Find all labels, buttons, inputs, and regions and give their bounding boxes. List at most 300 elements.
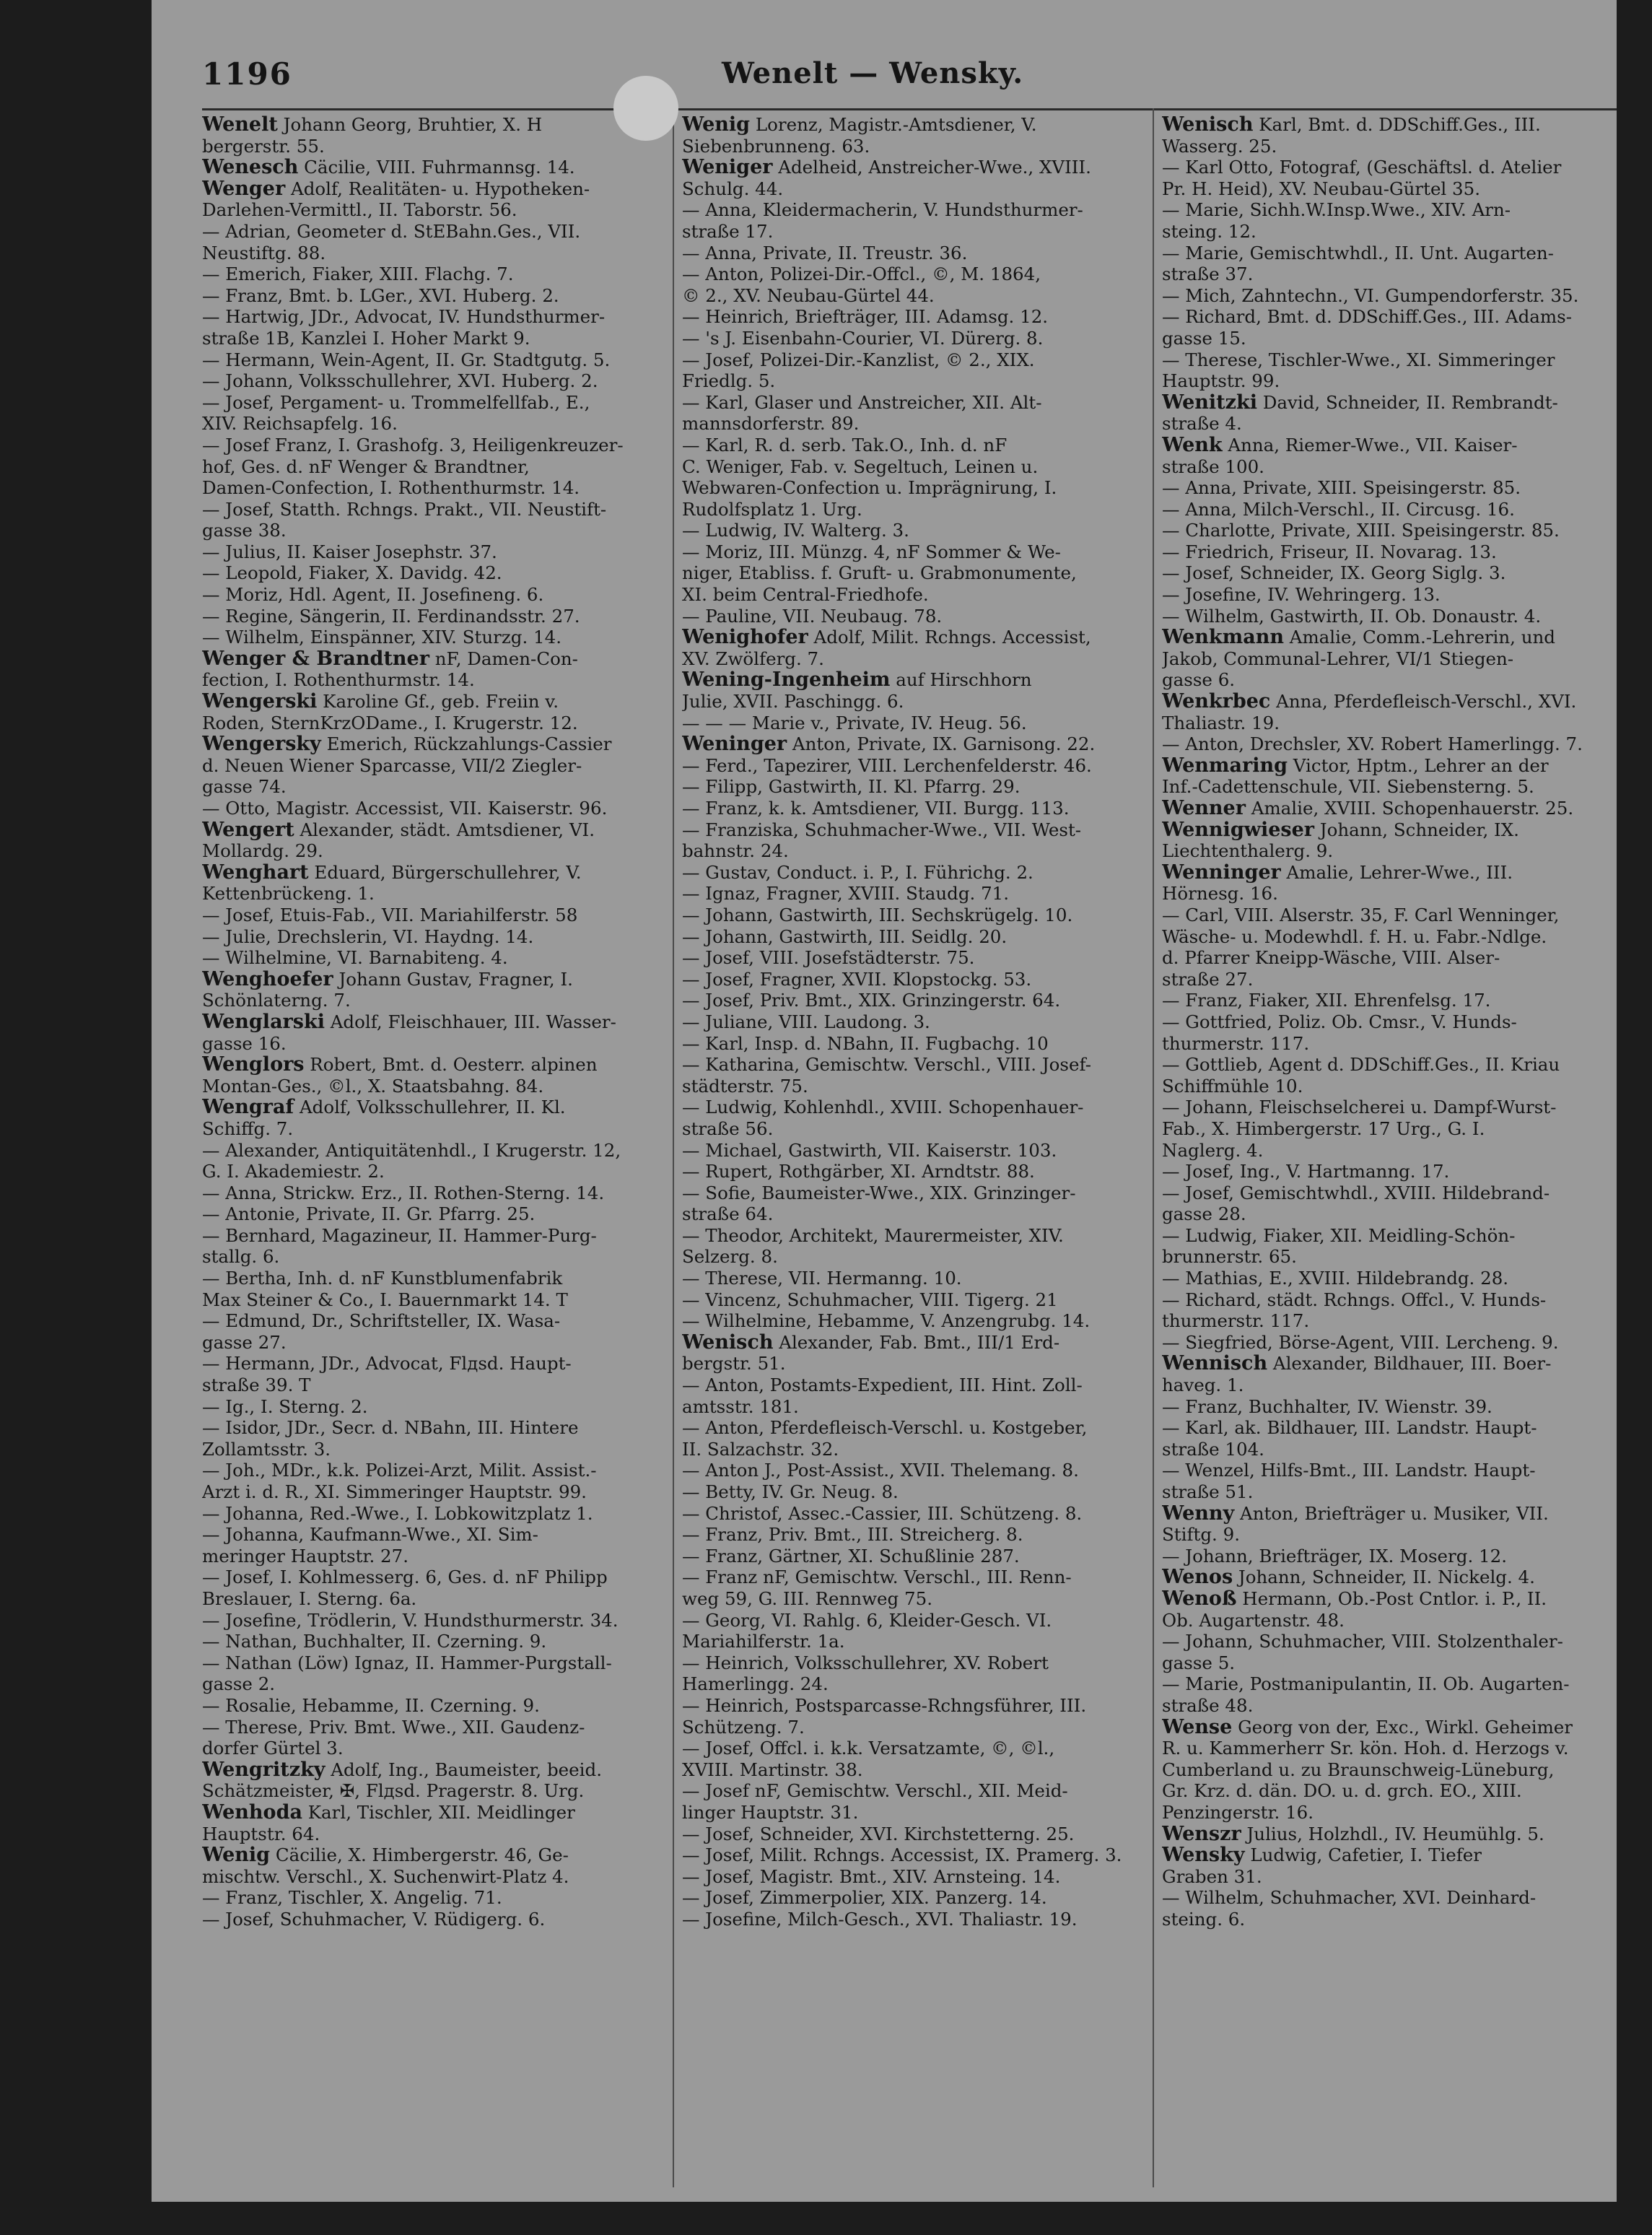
- entry-text: thurmerstr. 117.: [1162, 1032, 1310, 1054]
- directory-entry-line: [1162, 520, 1615, 541]
- entry-text: mannsdorferstr. 89.: [682, 413, 860, 435]
- directory-entry-line: [202, 562, 655, 584]
- entry-text: fection, I. Rothenthurmstr. 14.: [202, 669, 475, 691]
- directory-entry-line: [202, 243, 655, 264]
- entry-text: — Richard, Bmt. d. DDSchiff.Ges., III. Adams-: [1162, 306, 1572, 328]
- directory-entry-line: [682, 1246, 1135, 1268]
- entry-text: Rudolfsplatz 1. Urg.: [682, 498, 862, 520]
- entry-text: Anton, Briefträger u. Musiker, VII.: [1234, 1502, 1549, 1524]
- directory-entry-line: [1162, 1439, 1615, 1460]
- directory-entry-line: [1162, 1417, 1615, 1439]
- directory-entry-line: [202, 520, 655, 541]
- entry-text: — Anton, Polizei-Dir.-Offcl., ©, M. 1864,: [682, 263, 1041, 285]
- directory-entry-line: [682, 862, 1135, 884]
- entry-text: Schiffmühle 10.: [1162, 1075, 1303, 1097]
- entry-text: — Pauline, VII. Neubaug. 78.: [682, 605, 943, 627]
- directory-entry-line: [1162, 1182, 1615, 1204]
- entry-text: Johann, Schneider, IX.: [1314, 819, 1519, 840]
- directory-entry-line: [1162, 1481, 1615, 1503]
- entry-text: straße 39. T: [202, 1374, 311, 1396]
- entry-text: — Karl, R. d. serb. Tak.O., Inh. d. nF: [682, 434, 1008, 456]
- directory-entry-line: [682, 1289, 1135, 1311]
- entry-text: Schulg. 44.: [682, 178, 784, 199]
- directory-entry-line: [1162, 584, 1615, 606]
- surname-heading: Wenmaring: [1162, 754, 1288, 777]
- entry-text: — Josef, Priv. Bmt., XIX. Grinzingerstr. 64.: [682, 990, 1061, 1011]
- directory-entry-line: [682, 776, 1135, 798]
- entry-text: II. Salzachstr. 32.: [682, 1438, 839, 1460]
- directory-entry-line: [1162, 1866, 1615, 1888]
- directory-entry-line: [1162, 1673, 1615, 1695]
- directory-entry-line: [682, 1054, 1135, 1076]
- directory-entry-head: [202, 969, 655, 990]
- directory-entry-line: [682, 1738, 1135, 1759]
- directory-entry-line: [202, 669, 655, 691]
- entry-text: — Anna, Strickw. Erz., II. Rothen-Sterng. 14.: [202, 1182, 605, 1203]
- entry-text: Adolf, Fleischhauer, III. Wasser-: [324, 1011, 616, 1032]
- directory-entry-line: [1162, 1140, 1615, 1162]
- entry-text: — Ig., I. Sterng. 2.: [202, 1395, 368, 1417]
- surname-heading: Wenszr: [1162, 1823, 1241, 1845]
- directory-entry-line: [202, 1610, 655, 1631]
- entry-text: — Joh., MDr., k.k. Polizei-Arzt, Milit. Assist.-: [202, 1460, 597, 1481]
- directory-entry-line: [202, 1887, 655, 1909]
- directory-entry-line: [682, 413, 1135, 435]
- directory-entry-line: [682, 755, 1135, 777]
- directory-entry-line: [682, 1844, 1135, 1866]
- directory-entry-line: [1162, 1738, 1615, 1759]
- directory-entry-line: [682, 1161, 1135, 1182]
- entry-text: Julie, XVII. Paschingg. 6.: [682, 691, 904, 713]
- entry-text: weg 59, G. III. Rennweg 75.: [682, 1587, 932, 1609]
- directory-entry-line: [202, 1824, 655, 1845]
- directory-entry-line: [202, 1780, 655, 1802]
- directory-entry-line: [202, 221, 655, 243]
- directory-entry-line: [1162, 1524, 1615, 1546]
- directory-entry-line: [202, 1588, 655, 1610]
- directory-entry-line: [682, 1759, 1135, 1781]
- entry-text: haveg. 1.: [1162, 1374, 1244, 1396]
- entry-text: XI. beim Central-Friedhofe.: [682, 584, 929, 606]
- surname-heading: Wenglors: [202, 1054, 305, 1076]
- entry-text: Julius, Holzhdl., IV. Heumühlg. 5.: [1241, 1823, 1544, 1844]
- entry-text: Wasserg. 25.: [1162, 135, 1277, 157]
- entry-text: — Ludwig, IV. Walterg. 3.: [682, 520, 909, 541]
- entry-text: — Bernhard, Magazineur, II. Hammer-Purg-: [202, 1224, 597, 1246]
- entry-text: — Karl Otto, Fotograf, (Geschäftsl. d. Atelier: [1162, 157, 1562, 178]
- directory-entry-line: [682, 1268, 1135, 1289]
- directory-entry-line: [682, 1631, 1135, 1652]
- directory-entry-line: [682, 969, 1135, 990]
- directory-entry-head: [1162, 627, 1615, 648]
- directory-entry-line: [1162, 349, 1615, 371]
- directory-entry-line: [682, 1652, 1135, 1674]
- directory-entry-line: [682, 370, 1135, 392]
- entry-text: — Mich, Zahntechn., VI. Gumpendorferstr. 35.: [1162, 284, 1579, 306]
- entry-text: Alexander, Fab. Bmt., III/1 Erd-: [773, 1331, 1060, 1353]
- directory-entry-head: [682, 627, 1135, 648]
- entry-text: Siebenbrunneng. 63.: [682, 135, 870, 157]
- entry-text: steing. 12.: [1162, 220, 1257, 242]
- directory-entry-head: [682, 1332, 1135, 1354]
- directory-entry-line: [1162, 1076, 1615, 1097]
- directory-entry-line: [682, 1673, 1135, 1695]
- entry-text: — Ludwig, Kohlenhdl., XVIII. Schopenhauer-: [682, 1097, 1084, 1118]
- entry-text: Inf.-Cadettenschule, VII. Siebensterng. 5.: [1162, 776, 1534, 798]
- directory-entry-line: [1162, 1246, 1615, 1268]
- directory-entry-line: [682, 1524, 1135, 1546]
- directory-entry-line: [1162, 157, 1615, 178]
- directory-entry-line: [202, 584, 655, 606]
- entry-text: nF, Damen-Con-: [429, 648, 578, 669]
- directory-entry-line: [682, 990, 1135, 1011]
- entry-text: — Betty, IV. Gr. Neug. 8.: [682, 1481, 899, 1502]
- entry-text: mischtw. Verschl., X. Suchenwirt-Platz 4.: [202, 1865, 569, 1887]
- directory-entry-line: [202, 1652, 655, 1674]
- directory-entry-line: [202, 755, 655, 777]
- directory-entry-line: [202, 1225, 655, 1247]
- entry-text: gasse 6.: [1162, 669, 1236, 691]
- directory-entry-line: [1162, 1909, 1615, 1930]
- entry-text: — Josef nF, Gemischtw. Verschl., XII. Meid-: [682, 1780, 1068, 1802]
- directory-entry-line: [202, 1481, 655, 1503]
- directory-entry-line: [1162, 178, 1615, 200]
- entry-text: Amalie, Lehrer-Wwe., III.: [1280, 861, 1513, 883]
- entry-text: — Anna, Milch-Verschl., II. Circusg. 16.: [1162, 498, 1515, 520]
- surname-heading: Wengritzky: [202, 1759, 325, 1781]
- entry-text: — Charlotte, Private, XIII. Speisingerstr. 85.: [1162, 520, 1560, 541]
- entry-text: Pr. H. Heid), XV. Neubau-Gürtel 35.: [1162, 178, 1481, 199]
- directory-entry-line: [1162, 1161, 1615, 1182]
- entry-text: — Antonie, Private, II. Gr. Pfarrg. 25.: [202, 1203, 536, 1225]
- entry-text: straße 1B, Kanzlei I. Hoher Markt 9.: [202, 327, 530, 349]
- entry-text: — Franz, Bmt. b. LGer., XVI. Huberg. 2.: [202, 284, 559, 306]
- directory-page: [152, 0, 1617, 2202]
- entry-text: Robert, Bmt. d. Oesterr. alpinen: [304, 1054, 598, 1076]
- entry-text: — Heinrich, Postsparcasse-Rchngsführer, III.: [682, 1694, 1087, 1716]
- entry-text: Ludwig, Cafetier, I. Tiefer: [1244, 1844, 1482, 1866]
- entry-text: — Julius, II. Kaiser Josephstr. 37.: [202, 541, 497, 562]
- entry-text: C. Weniger, Fab. v. Segeltuch, Leinen u.: [682, 456, 1039, 477]
- directory-entry-line: [202, 263, 655, 285]
- directory-entry-line: [682, 1118, 1135, 1140]
- entry-text: Amalie, Comm.-Lehrerin, und: [1283, 627, 1555, 648]
- entry-text: — Johann, Schuhmacher, VIII. Stolzenthaler-: [1162, 1631, 1563, 1652]
- entry-text: — Anton, Postamts-Expedient, III. Hint. Zoll-: [682, 1374, 1083, 1396]
- entry-text: — Friedrich, Friseur, II. Novarag. 13.: [1162, 541, 1497, 562]
- directory-entry-line: [682, 1439, 1135, 1460]
- directory-column-2: [682, 114, 1135, 2186]
- entry-text: — Ludwig, Fiaker, XII. Meidling-Schön-: [1162, 1224, 1516, 1246]
- entry-text: Cäcilie, VIII. Fuhrmannsg. 14.: [298, 157, 575, 178]
- entry-text: Lorenz, Magistr.-Amtsdiener, V.: [750, 114, 1037, 135]
- entry-text: Liechtenthalerg. 9.: [1162, 840, 1334, 862]
- surname-heading: Wenninger: [1162, 861, 1281, 884]
- entry-text: — Gottlieb, Agent d. DDSchiff.Ges., II. Kriau: [1162, 1054, 1560, 1076]
- entry-text: — Franz, Buchhalter, IV. Wienstr. 39.: [1162, 1395, 1493, 1417]
- entry-text: Anton, Private, IX. Garnisong. 22.: [787, 733, 1096, 755]
- surname-heading: Wenelt: [202, 114, 278, 136]
- surname-heading: Wenglarski: [202, 1011, 325, 1033]
- directory-entry-line: [202, 1246, 655, 1268]
- directory-entry-line: [682, 1011, 1135, 1033]
- entry-text: Mariahilferstr. 1a.: [682, 1631, 845, 1652]
- directory-entry-line: [682, 1076, 1135, 1097]
- directory-entry-line: [202, 1695, 655, 1717]
- directory-entry-line: [202, 136, 655, 157]
- entry-text: Georg von der, Exc., Wirkl. Geheimer: [1232, 1716, 1573, 1738]
- directory-entry-head: [1162, 1844, 1615, 1866]
- entry-text: — Nathan (Löw) Ignaz, II. Hammer-Purgstall-: [202, 1652, 612, 1673]
- directory-entry-line: [1162, 733, 1615, 755]
- entry-text: — Franz, k. k. Amtsdiener, VII. Burgg. 113.: [682, 798, 1070, 819]
- surname-heading: Wenk: [1162, 434, 1223, 456]
- directory-entry-line: [682, 1374, 1135, 1396]
- directory-entry-line: [1162, 1610, 1615, 1631]
- directory-entry-line: [202, 456, 655, 478]
- entry-text: Webwaren-Confection u. Imprägnirung, I.: [682, 477, 1057, 499]
- directory-entry-line: [1162, 1118, 1615, 1140]
- entry-text: — Ignaz, Fragner, XVIII. Staudg. 71.: [682, 883, 1010, 905]
- entry-text: Karl, Tischler, XII. Meidlinger: [302, 1801, 575, 1823]
- directory-entry-line: [682, 221, 1135, 243]
- directory-entry-head: [1162, 1824, 1615, 1845]
- entry-text: Roden, SternKrzODame., I. Krugerstr. 12.: [202, 712, 578, 733]
- entry-text: — Nathan, Buchhalter, II. Czerning. 9.: [202, 1631, 547, 1652]
- directory-entry-line: [202, 627, 655, 648]
- directory-entry-line: [202, 1567, 655, 1588]
- column-divider: [673, 108, 674, 2187]
- entry-text: — Gottfried, Poliz. Ob. Cmsr., V. Hunds-: [1162, 1011, 1517, 1032]
- entry-text: straße 17.: [682, 220, 774, 242]
- directory-entry-head: [202, 819, 655, 841]
- surname-heading: Weniger: [682, 157, 773, 178]
- directory-entry-line: [682, 1033, 1135, 1055]
- directory-entry-line: [1162, 1054, 1615, 1076]
- entry-text: niger, Etabliss. f. Gruft- u. Grabmonumente,: [682, 562, 1077, 584]
- directory-entry-line: [682, 883, 1135, 905]
- entry-text: straße 51.: [1162, 1481, 1254, 1502]
- entry-text: — Marie, Gemischtwhdl., II. Unt. Augarten-: [1162, 242, 1554, 263]
- directory-entry-line: [202, 435, 655, 456]
- surname-heading: Wensky: [1162, 1844, 1245, 1866]
- entry-text: — Franziska, Schuhmacher-Wwe., VII. West-: [682, 819, 1082, 840]
- entry-text: Victor, Hptm., Lehrer an der: [1287, 754, 1549, 776]
- directory-entry-head: [682, 114, 1135, 136]
- directory-entry-line: [682, 648, 1135, 670]
- directory-entry-line: [202, 541, 655, 563]
- entry-text: — Wilhelmine, Hebamme, V. Anzengrubg. 14.: [682, 1310, 1091, 1332]
- entry-text: steing. 6.: [1162, 1908, 1246, 1930]
- entry-text: — Otto, Magistr. Accessist, VII. Kaiserstr. 96.: [202, 798, 608, 819]
- directory-entry-line: [202, 883, 655, 905]
- directory-entry-head: [1162, 1503, 1615, 1525]
- directory-entry-line: [202, 1673, 655, 1695]
- directory-entry-line: [682, 798, 1135, 819]
- entry-text: gasse 15.: [1162, 327, 1246, 349]
- entry-text: Thaliastr. 19.: [1162, 712, 1280, 733]
- directory-entry-line: [202, 1738, 655, 1759]
- entry-text: — Johann, Gastwirth, III. Sechskrügelg. 10.: [682, 904, 1073, 925]
- directory-entry-line: [682, 1802, 1135, 1824]
- directory-entry-line: [682, 840, 1135, 862]
- entry-text: — Josef, Schneider, IX. Georg Siglg. 3.: [1162, 562, 1506, 584]
- entry-text: — Regine, Sängerin, II. Ferdinandsstr. 27.: [202, 605, 580, 627]
- directory-entry-line: [1162, 990, 1615, 1011]
- entry-text: linger Hauptstr. 31.: [682, 1801, 859, 1823]
- entry-text: Max Steiner & Co., I. Bauernmarkt 14. T: [202, 1289, 568, 1310]
- entry-text: Ob. Augartenstr. 48.: [1162, 1609, 1345, 1631]
- entry-text: Fab., X. Himbergerstr. 17 Urg., G. I.: [1162, 1118, 1485, 1139]
- entry-text: — Adrian, Geometer d. StEBahn.Ges., VII.: [202, 220, 581, 242]
- entry-text: — Josef, I. Kohlmesserg. 6, Ges. d. nF Philipp: [202, 1567, 608, 1588]
- directory-entry-line: [682, 1182, 1135, 1204]
- entry-text: — Josef, Etuis-Fab., VII. Mariahilferstr. 58: [202, 904, 578, 925]
- directory-entry-head: [1162, 755, 1615, 777]
- entry-text: — Moriz, III. Münzg. 4, nF Sommer & We-: [682, 541, 1061, 562]
- entry-text: — Josef, Schuhmacher, V. Rüdigerg. 6.: [202, 1908, 546, 1930]
- directory-entry-line: [1162, 648, 1615, 670]
- entry-text: Anna, Pferdefleisch-Verschl., XVI.: [1270, 691, 1577, 713]
- entry-text: — Josef, Polizei-Dir.-Kanzlist, © 2., XIX.: [682, 349, 1035, 370]
- directory-entry-line: [682, 1417, 1135, 1439]
- entry-text: straße 27.: [1162, 968, 1254, 990]
- directory-entry-line: [1162, 136, 1615, 157]
- entry-text: — Rosalie, Hebamme, II. Czerning. 9.: [202, 1694, 540, 1716]
- entry-text: — Filipp, Gastwirth, II. Kl. Pfarrg. 29.: [682, 776, 1021, 798]
- entry-text: Darlehen-Vermittl., II. Taborstr. 56.: [202, 199, 517, 221]
- directory-entry-line: [682, 520, 1135, 541]
- directory-entry-line: [682, 1546, 1135, 1567]
- directory-entry-line: [1162, 1546, 1615, 1567]
- entry-text: straße 48.: [1162, 1694, 1254, 1716]
- directory-entry-line: [682, 1780, 1135, 1802]
- directory-entry-line: [682, 691, 1135, 713]
- directory-column-3: [1162, 114, 1615, 2186]
- directory-entry-line: [1162, 562, 1615, 584]
- entry-text: Kettenbrückeng. 1.: [202, 883, 375, 905]
- entry-text: meringer Hauptstr. 27.: [202, 1545, 408, 1567]
- directory-entry-head: [202, 1802, 655, 1824]
- entry-text: — Franz, Tischler, X. Angelig. 71.: [202, 1887, 502, 1909]
- entry-text: — Johann, Volksschullehrer, XVI. Huberg. 2.: [202, 370, 598, 392]
- directory-entry-line: [1162, 1631, 1615, 1652]
- entry-text: — Johanna, Red.-Wwe., I. Lobkowitzplatz 1.: [202, 1502, 593, 1524]
- entry-text: — Anna, Private, XIII. Speisingerstr. 85.: [1162, 477, 1521, 499]
- directory-entry-line: [202, 1353, 655, 1374]
- directory-entry-line: [682, 1310, 1135, 1332]
- entry-text: — Therese, Tischler-Wwe., XI. Simmeringer: [1162, 349, 1555, 370]
- entry-text: Alexander, Bildhauer, III. Boer-: [1267, 1353, 1552, 1374]
- entry-text: Adolf, Milit. Rchngs. Accessist,: [808, 627, 1091, 648]
- directory-entry-line: [682, 1353, 1135, 1374]
- entry-text: Friedlg. 5.: [682, 370, 776, 392]
- entry-text: — Anton, Drechsler, XV. Robert Hamerlingg. 7.: [1162, 733, 1583, 755]
- surname-heading: Wengerski: [202, 691, 318, 713]
- directory-entry-line: [202, 1161, 655, 1182]
- directory-entry-line: [202, 1332, 655, 1354]
- entry-text: straße 56.: [682, 1118, 774, 1139]
- directory-entry-line: [1162, 1310, 1615, 1332]
- entry-text: — Wilhelmine, VI. Barnabiteng. 4.: [202, 947, 508, 969]
- entry-text: Anna, Riemer-Wwe., VII. Kaiser-: [1222, 434, 1518, 456]
- directory-entry-line: [1162, 1268, 1615, 1289]
- entry-text: — Johann, Briefträger, IX. Moserg. 12.: [1162, 1545, 1507, 1567]
- header-rule: [202, 108, 1617, 110]
- entry-text: Penzingerstr. 16.: [1162, 1801, 1314, 1823]
- directory-entry-line: [682, 136, 1135, 157]
- directory-entry-line: [682, 1610, 1135, 1631]
- entry-text: Schätzmeister, ✠, Flдsd. Pragerstr. 8. Urg.: [202, 1780, 585, 1802]
- entry-text: — Johanna, Kaufmann-Wwe., XI. Sim-: [202, 1524, 538, 1546]
- directory-entry-line: [1162, 905, 1615, 926]
- directory-entry-line: [202, 1439, 655, 1460]
- entry-text: bahnstr. 24.: [682, 840, 789, 862]
- directory-entry-line: [682, 1140, 1135, 1162]
- entry-text: — Josefine, IV. Wehringerg. 13.: [1162, 584, 1441, 606]
- entry-text: — Josef Franz, I. Grashofg. 3, Heiligenkreuzer-: [202, 434, 624, 456]
- entry-text: straße 104.: [1162, 1438, 1264, 1460]
- directory-entry-line: [682, 606, 1135, 627]
- entry-text: gasse 74.: [202, 776, 287, 798]
- directory-entry-line: [1162, 328, 1615, 349]
- entry-text: straße 4.: [1162, 413, 1242, 435]
- directory-entry-line: [682, 243, 1135, 264]
- entry-text: — Josef, Zimmerpolier, XIX. Panzerg. 14.: [682, 1887, 1047, 1909]
- entry-text: — Josef, Magistr. Bmt., XIV. Arnsteing. 14.: [682, 1865, 1061, 1887]
- entry-text: — Rupert, Rothgärber, XI. Arndtstr. 88.: [682, 1161, 1035, 1182]
- directory-entry-line: [1162, 1759, 1615, 1781]
- entry-text: — Emerich, Fiaker, XIII. Flachg. 7.: [202, 263, 514, 285]
- directory-entry-line: [682, 1909, 1135, 1930]
- paper-damage-spot: [613, 76, 678, 141]
- directory-entry-line: [1162, 541, 1615, 563]
- directory-entry-line: [202, 1460, 655, 1481]
- directory-entry-line: [682, 306, 1135, 328]
- entry-text: Karl, Bmt. d. DDSchiff.Ges., III.: [1253, 114, 1541, 135]
- surname-heading: Wenighofer: [682, 627, 808, 648]
- directory-entry-line: [202, 392, 655, 414]
- directory-entry-head: [682, 733, 1135, 755]
- entry-text: — Karl, ak. Bildhauer, III. Landstr. Haupt-: [1162, 1417, 1537, 1439]
- directory-entry-line: [1162, 263, 1615, 285]
- surname-heading: Wengert: [202, 819, 294, 841]
- directory-entry-line: [1162, 285, 1615, 307]
- directory-entry-line: [682, 1396, 1135, 1418]
- directory-entry-head: [202, 1097, 655, 1118]
- directory-entry-line: [202, 477, 655, 499]
- directory-entry-line: [202, 1417, 655, 1439]
- directory-entry-line: [202, 413, 655, 435]
- entry-text: d. Pfarrer Kneipp-Wäsche, VIII. Alser-: [1162, 947, 1500, 969]
- entry-text: — Moriz, Hdl. Agent, II. Josefineng. 6.: [202, 584, 544, 606]
- surname-heading: Wennigwieser: [1162, 819, 1314, 841]
- entry-text: — Hermann, Wein-Agent, II. Gr. Stadtgutg. 5.: [202, 349, 611, 370]
- entry-text: — Josef, Offcl. i. k.k. Versatzamte, ©, ©l.,: [682, 1738, 1055, 1759]
- surname-heading: Wenig: [202, 1844, 271, 1866]
- page-number: 1196: [202, 56, 292, 92]
- entry-text: — Karl, Insp. d. NBahn, II. Fugbachg. 10: [682, 1032, 1049, 1054]
- entry-text: G. I. Akademiestr. 2.: [202, 1161, 385, 1182]
- directory-entry-line: [682, 1824, 1135, 1845]
- entry-text: — Heinrich, Briefträger, III. Adamsg. 12.: [682, 306, 1049, 328]
- directory-entry-head: [1162, 435, 1615, 456]
- entry-text: stallg. 6.: [202, 1246, 280, 1268]
- entry-text: — Isidor, JDr., Secr. d. NBahn, III. Hintere: [202, 1417, 579, 1439]
- directory-entry-line: [682, 1481, 1135, 1503]
- directory-entry-line: [682, 541, 1135, 563]
- directory-entry-head: [202, 157, 655, 178]
